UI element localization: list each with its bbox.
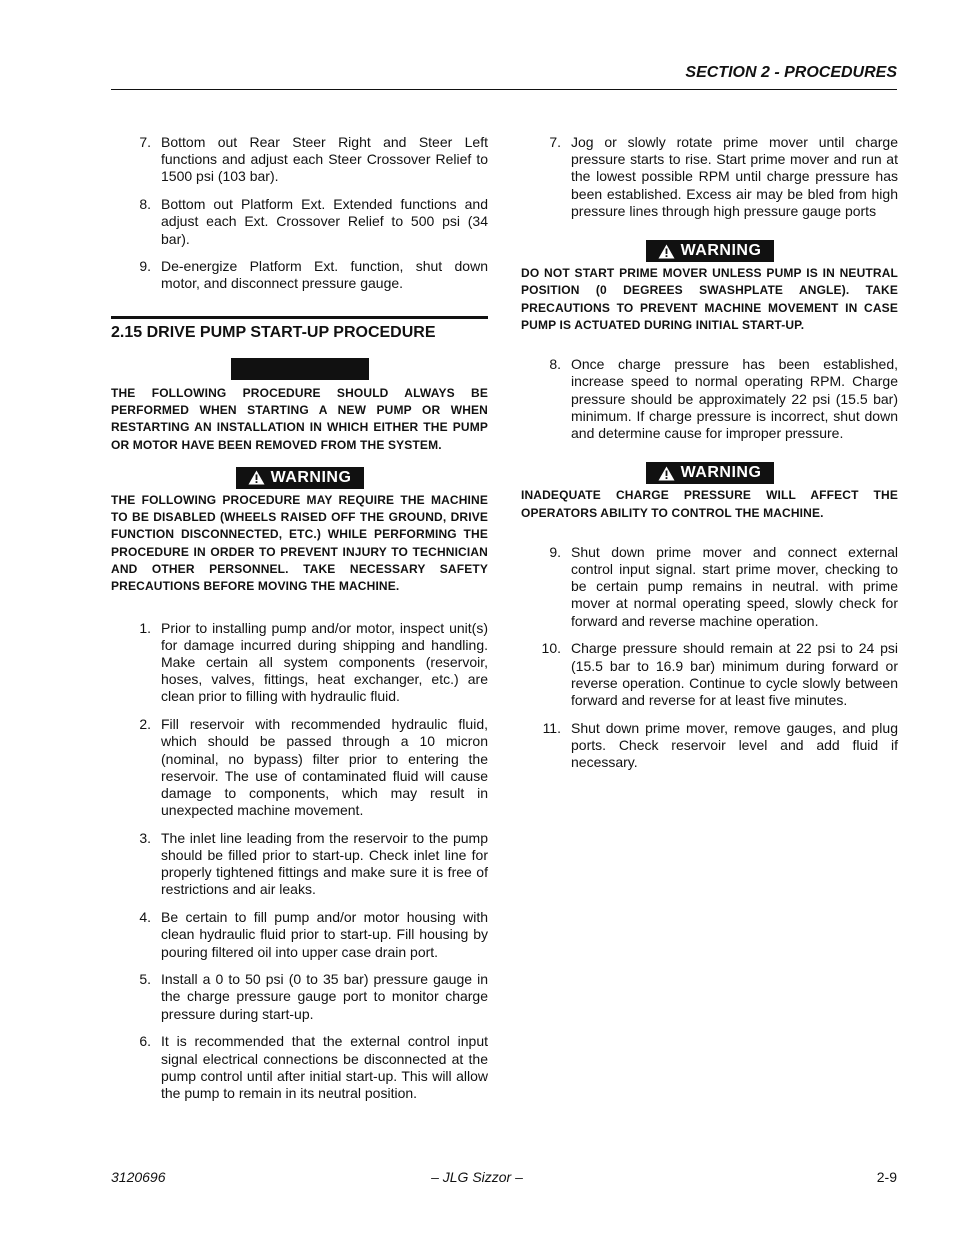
warning-triangle-icon	[658, 244, 675, 259]
startup-step-7	[521, 134, 898, 220]
step-number: 7.	[139, 134, 151, 150]
list-item	[521, 640, 898, 709]
step-text: It is recommended that the external control input signal electrical connections be disconnected at the pump control until after initial start-up. This will allow the pump to remain in its neutral position.	[161, 1033, 488, 1101]
step-text: Bottom out Rear Steer Right and Steer Left functions and adjust each Steer Crossover Relief to 1500 psi (103 bar).	[161, 134, 488, 185]
list-item	[521, 544, 898, 630]
pre-section-steps	[111, 134, 488, 293]
list-item	[111, 971, 488, 1023]
list-item	[111, 716, 488, 819]
step-number: 4.	[139, 909, 151, 926]
startup-step-8	[521, 356, 898, 442]
footer-title: – JLG Sizzor –	[431, 1169, 523, 1185]
warning-label: WARNING	[680, 464, 762, 482]
warning-text: DO NOT START PRIME MOVER UNLESS PUMP IS IN NEUTRAL POSITION (0 DEGREES SWASHPLATE ANGLE). TAKE PRECAUTIONS TO PREVENT MACHINE MOVEMENT IN CASE PUMP IS ACTUATED DURING INITIAL START-UP.	[521, 266, 898, 332]
step-text: Once charge pressure has been established, increase speed to normal operating RPM. Charge pressure should be approximately 22 psi (15.5 bar) minimum. If charge pressure is incorrect, shut down and determine cause for improper pressure.	[571, 356, 898, 442]
step-number: 11.	[542, 719, 561, 736]
list-item	[111, 909, 488, 961]
procedure-steps	[111, 620, 488, 1103]
caution-banner	[231, 358, 369, 380]
step-number: 9.	[549, 543, 561, 560]
step-number: 8.	[139, 196, 151, 213]
list-item	[521, 720, 898, 772]
step-text: Install a 0 to 50 psi (0 to 35 bar) pressure gauge in the charge pressure gauge port to monitor charge pressure during start-up.	[161, 971, 488, 1022]
step-text: Bottom out Platform Ext. Extended functions and adjust each Ext. Crossover Relief to 500 psi (34 bar).	[161, 196, 488, 247]
step-number: 6.	[139, 1033, 151, 1050]
list-item	[111, 620, 488, 706]
step-number: 2.	[139, 716, 151, 733]
left-column	[111, 134, 488, 1113]
section-heading: 2.15 DRIVE PUMP START-UP PROCEDURE	[111, 316, 488, 342]
header-rule	[111, 89, 897, 90]
step-number: 9.	[139, 258, 151, 275]
list-item	[111, 1033, 488, 1102]
warning-label: WARNING	[270, 468, 352, 486]
list-item	[521, 134, 898, 220]
step-number: 3.	[139, 829, 151, 846]
warning-text: THE FOLLOWING PROCEDURE MAY REQUIRE THE MACHINE TO BE DISABLED (WHEELS RAISED OFF THE GROUND, DRIVE FUNCTION DISCONNECTED, ETC.) WHILE PERFORMING THE PROCEDURE IN ORDER TO PREVENT INJURY TO TECHNICIAN AND OTHER PERSONNEL. TAKE NECESSARY SAFETY PRECAUTIONS BEFORE MOVING THE MACHINE.	[111, 492, 488, 594]
right-column	[521, 134, 898, 782]
footer-doc-number: 3120696	[111, 1169, 166, 1185]
step-text: Be certain to fill pump and/or motor housing with clean hydraulic fluid prior to start-up. Fill housing by pouring filtered oil into upper case drain port.	[161, 909, 488, 960]
warning-triangle-icon	[658, 466, 675, 481]
step-text: Shut down prime mover, remove gauges, and plug ports. Check reservoir level and add fluid if necessary.	[571, 719, 898, 771]
step-text: Jog or slowly rotate prime mover until charge pressure starts to rise. Start prime mover and run at the lowest possible RPM until charge pressure has been established. Excess air may be bled from high pressure lines through high pressure gauge ports	[571, 134, 898, 219]
warning-text: INADEQUATE CHARGE PRESSURE WILL AFFECT THE OPERATORS ABILITY TO CONTROL THE MACHINE.	[521, 488, 898, 520]
step-number: 5.	[139, 971, 151, 988]
step-number: 8.	[549, 356, 561, 373]
startup-steps-9-11	[521, 544, 898, 771]
list-item	[111, 258, 488, 292]
step-text: Fill reservoir with recommended hydraulic fluid, which should be passed through a 10 micron (nominal, no bypass) filter prior to entering the reservoir. The use of contaminated fluid will cause damage to components, which may result in unexpected machine movement.	[161, 716, 488, 819]
warning-triangle-icon	[248, 470, 265, 485]
step-number: 10.	[541, 640, 561, 657]
step-text: Charge pressure should remain at 22 psi to 24 psi (15.5 bar to 16.9 bar) minimum during forward or reverse operation. Continue to cycle slowly between forward and reverse for at least five minutes.	[571, 640, 898, 708]
step-number: 1.	[139, 619, 151, 636]
list-item	[111, 830, 488, 899]
page-header-title: SECTION 2 - PROCEDURES	[685, 64, 897, 81]
step-text: Shut down prime mover and connect external control input signal. start prime mover, checking to be certain pump remains in neutral. with prime mover at normal operating speed, slowly check for forward and reverse machine operation.	[571, 543, 898, 629]
step-text: De-energize Platform Ext. function, shut down motor, and disconnect pressure gauge.	[161, 258, 488, 292]
list-item	[521, 356, 898, 442]
step-text: The inlet line leading from the reservoir to the pump should be filled prior to start-up. Check inlet line for properly tightened fittings and make sure it is free of restrictions and air leaks.	[161, 829, 488, 898]
warning-banner	[646, 240, 774, 262]
procedure-notice: THE FOLLOWING PROCEDURE SHOULD ALWAYS BE PERFORMED WHEN STARTING A NEW PUMP OR WHEN RESTARTING AN INSTALLATION IN WHICH EITHER THE PUMP OR MOTOR HAVE BEEN REMOVED FROM THE SYSTEM.	[111, 385, 488, 452]
step-number: 7.	[549, 134, 561, 150]
warning-label: WARNING	[680, 242, 762, 260]
step-text: Prior to installing pump and/or motor, inspect unit(s) for damage incurred during shipping and handling. Make certain all system components (reservoir, hoses, valves, fittings, heat exchanger, etc.) are clean prior to filling with hydraulic fluid.	[161, 619, 488, 705]
warning-banner	[236, 467, 364, 489]
list-item	[111, 196, 488, 248]
footer-page-number: 2-9	[876, 1169, 897, 1185]
list-item	[111, 134, 488, 186]
warning-banner	[646, 462, 774, 484]
